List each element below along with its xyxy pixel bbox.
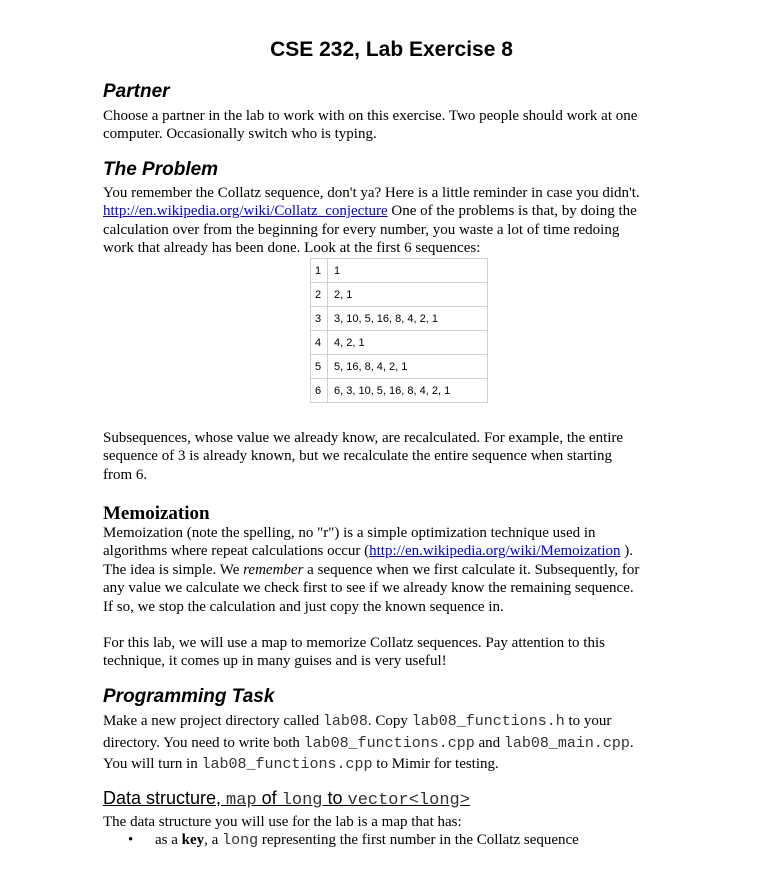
sequence-values-cell: 4, 2, 1 (328, 331, 488, 355)
sequence-values-cell: 3, 10, 5, 16, 8, 4, 2, 1 (328, 307, 488, 331)
sequence-values-cell: 2, 1 (328, 283, 488, 307)
sequence-values-cell: 6, 3, 10, 5, 16, 8, 4, 2, 1 (328, 379, 488, 403)
heading-memoization: Memoization (103, 503, 210, 524)
task-paragraph: Make a new project directory called lab08. Copy lab08_functions.h to your directory. You need to write both lab08_functions.cpp and lab08_main.cpp. You will turn in lab08_functions.cpp to Mimir for testing. (103, 713, 634, 773)
subsequences-paragraph: Subsequences, whose value we already know, are recalculated. For example, the entire sequence of 3 is already known, but we recalculate the entire sequence when starting from 6. (103, 430, 624, 483)
sequence-start-cell: 3 (311, 307, 328, 331)
sequence-table (310, 258, 488, 403)
bullet-item-key: as a key, a long representing the first number in the Collatz sequence (155, 832, 579, 849)
memoization-paragraph: Memoization (note the spelling, no "r") is a simple optimization technique used in algorithms where repeat calculations occur (http://en.wikipedia.org/wiki/Memoization ). The idea is simple. We remember a sequence when we first calculate it. Subsequently, for any value we calculate we check first to see if we already know the remaining sequence. If so, we stop the calculation and just copy the known sequence in. (103, 525, 640, 615)
heading-programming-task: Programming Task (103, 686, 275, 707)
problem-paragraph: You remember the Collatz sequence, don't ya? Here is a little reminder in case you didn't. http://en.wikipedia.org/wiki/Collatz_conjecture One of the problems is that, by doing the calculation over from the beginning for every number, you waste a lot of time redoing work that already has been done. Look at the first 6 sequences: (103, 185, 640, 257)
memoization-wikipedia-link[interactable]: http://en.wikipedia.org/wiki/Memoization (369, 543, 621, 560)
sequence-start-cell: 5 (311, 355, 328, 379)
bullet-icon: • (128, 832, 134, 848)
table-row (311, 331, 488, 355)
memoization-map-paragraph: For this lab, we will use a map to memorize Collatz sequences. Pay attention to this technique, it comes up in many guises and is very useful! (103, 635, 605, 670)
sequence-start-cell: 4 (311, 331, 328, 355)
page-title: CSE 232, Lab Exercise 8 (270, 38, 513, 61)
table-row (311, 355, 488, 379)
sequence-start-cell: 2 (311, 283, 328, 307)
heading-data-structure: Data structure, map of long to vector<long> (103, 788, 470, 810)
sequence-start-cell: 1 (311, 259, 328, 283)
table-row (311, 283, 488, 307)
table-row (311, 307, 488, 331)
data-structure-paragraph: The data structure you will use for the lab is a map that has: (103, 814, 462, 830)
table-row (311, 259, 488, 283)
sequence-start-cell: 6 (311, 379, 328, 403)
sequence-values-cell: 5, 16, 8, 4, 2, 1 (328, 355, 488, 379)
sequence-values-cell: 1 (328, 259, 488, 283)
table-row (311, 379, 488, 403)
heading-the-problem: The Problem (103, 159, 219, 180)
partner-paragraph: Choose a partner in the lab to work with on this exercise. Two people should work at one computer. Occasionally switch who is typing. (103, 108, 638, 143)
collatz-wikipedia-link[interactable]: http://en.wikipedia.org/wiki/Collatz_conjecture (103, 203, 388, 220)
heading-partner: Partner (103, 81, 170, 102)
